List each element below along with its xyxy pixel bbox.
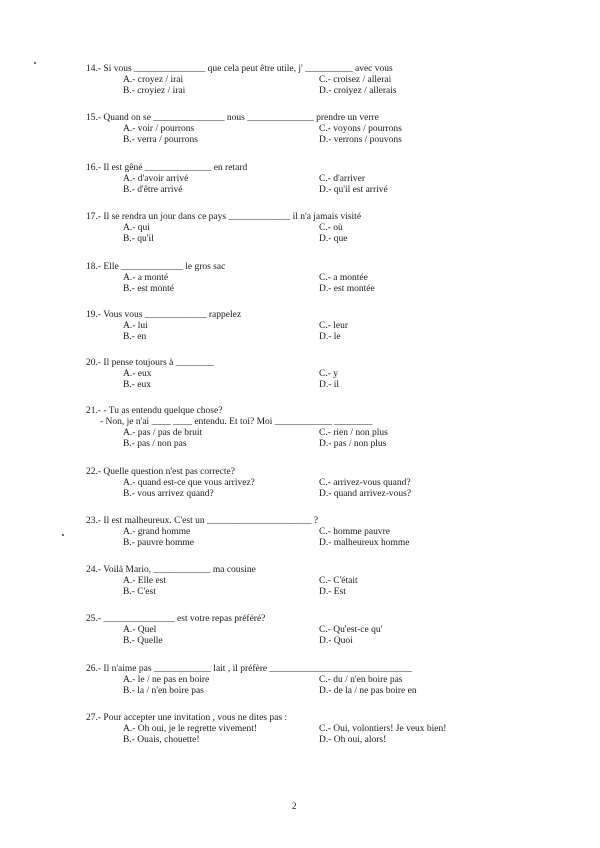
option-c: C.- leur bbox=[319, 321, 349, 331]
option-b: B.- eux bbox=[123, 380, 151, 390]
question-16 bbox=[86, 163, 486, 196]
option-c: C.- C'était bbox=[319, 576, 358, 586]
option-b: B.- qu'il bbox=[123, 234, 154, 244]
option-d: D.- Est bbox=[319, 587, 346, 597]
scan-speck bbox=[62, 534, 64, 536]
option-c: C.- Oui, volontiers! Je veux bien! bbox=[319, 724, 447, 734]
option-a: A.- quand est-ce que vous arrivez? bbox=[123, 478, 255, 488]
option-b: B.- d'être arrivé bbox=[123, 185, 183, 195]
option-d: D.- le bbox=[319, 332, 341, 342]
option-a: A.- Oh oui, je le regrette vivement! bbox=[123, 724, 258, 734]
option-d: D.- pas / non plus bbox=[319, 439, 387, 449]
question-21 bbox=[86, 406, 486, 450]
option-c: C.- y bbox=[319, 369, 338, 379]
option-c: C.- homme pauvre bbox=[319, 527, 390, 537]
option-d: D.- croiyez / allerais bbox=[319, 86, 397, 96]
question-stem: 18.- Elle _____________ le gros sac bbox=[86, 262, 226, 272]
option-a: A.- grand homme bbox=[123, 527, 191, 537]
question-25 bbox=[86, 614, 486, 647]
question-stem: 24.- Voilà Mario, ____________ ma cousine bbox=[86, 565, 256, 575]
option-d: D.- Oh oui, alors! bbox=[319, 735, 387, 745]
option-b: B.- en bbox=[123, 332, 147, 342]
question-27 bbox=[86, 713, 486, 746]
scan-speck bbox=[34, 62, 36, 64]
question-stem: 27.- Pour accepter une invitation , vous ne dites pas : bbox=[86, 713, 288, 723]
question-stem: 19.- Vous vous _____________ rappelez bbox=[86, 310, 242, 320]
question-15 bbox=[86, 113, 486, 146]
option-c: C.- où bbox=[319, 223, 343, 233]
option-a: A.- voir / pourrons bbox=[123, 124, 195, 134]
option-d: D.- malheureux homme bbox=[319, 538, 410, 548]
option-d: D.- Quoi bbox=[319, 636, 353, 646]
question-24 bbox=[86, 565, 486, 598]
question-19 bbox=[86, 310, 486, 343]
question-stem: 26.- Il n'aime pas ____________ lait , il préfère ______________________________ bbox=[86, 664, 412, 674]
option-c: C.- rien / non plus bbox=[319, 428, 388, 438]
option-b: B.- Ouais, chouette! bbox=[123, 735, 200, 745]
option-b: B.- croyiez / irai bbox=[123, 86, 186, 96]
option-a: A.- le / ne pas en boire bbox=[123, 675, 210, 685]
question-20 bbox=[86, 358, 486, 391]
question-17 bbox=[86, 212, 486, 245]
question-stem: 22.- Quelle question n'est pas correcte? bbox=[86, 467, 235, 477]
option-a: A.- a monté bbox=[123, 273, 169, 283]
option-a: A.- qui bbox=[123, 223, 150, 233]
option-a: A.- lui bbox=[123, 321, 148, 331]
option-d: D.- il bbox=[319, 380, 340, 390]
question-stem: 14.- Si vous _______________ que cela peut être utile, j' __________ avec vous bbox=[86, 64, 393, 74]
option-b: B.- C'est bbox=[123, 587, 156, 597]
option-c: C.- Qu'est-ce qu' bbox=[319, 625, 383, 635]
option-a: A.- eux bbox=[123, 369, 152, 379]
option-b: B.- verra / pourrons bbox=[123, 135, 198, 145]
option-b: B.- Quelle bbox=[123, 636, 163, 646]
option-d: D.- de la / ne pas boire en bbox=[319, 686, 417, 696]
option-d: D.- verrons / pouvons bbox=[319, 135, 402, 145]
option-b: B.- est monté bbox=[123, 284, 174, 294]
option-b: B.- vous arrivez quand? bbox=[123, 489, 214, 499]
question-stem: 21.- - Tu as entendu quelque chose? bbox=[86, 406, 223, 416]
option-c: C.- a montée bbox=[319, 273, 368, 283]
option-a: A.- d'avoir arrivé bbox=[123, 174, 189, 184]
option-a: A.- Elle est bbox=[123, 576, 167, 586]
question-26 bbox=[86, 664, 486, 697]
option-d: D.- que bbox=[319, 234, 348, 244]
option-d: D.- quand arrivez-vous? bbox=[319, 489, 412, 499]
option-d: D.- qu'il est arrivé bbox=[319, 185, 388, 195]
question-stem-line-2: - Non, je n'ai ____ ____ entendu. Et toi? Moi ____________ ________ bbox=[100, 417, 373, 427]
question-23 bbox=[86, 516, 486, 549]
option-c: C.- du / n'en boire pas bbox=[319, 675, 403, 685]
question-stem: 16.- Il est gêné ______________ en retard bbox=[86, 163, 248, 173]
option-c: C.- voyons / pourrons bbox=[319, 124, 402, 134]
question-stem: 23.- Il est malheureux. C'est un ______________________ ? bbox=[86, 516, 319, 526]
page-number: 2 bbox=[292, 801, 297, 811]
question-22 bbox=[86, 467, 486, 500]
option-a: A.- Quel bbox=[123, 625, 157, 635]
question-18 bbox=[86, 262, 486, 295]
option-b: B.- la / n'en boire pas bbox=[123, 686, 204, 696]
option-a: A.- pas / pas de bruit bbox=[123, 428, 203, 438]
option-d: D.- est montée bbox=[319, 284, 375, 294]
question-stem: 15.- Quand on se _______________ nous ______________ prendre un verre bbox=[86, 113, 379, 123]
question-14 bbox=[86, 64, 486, 97]
option-b: B.- pauvre homme bbox=[123, 538, 194, 548]
option-a: A.- croyez / irai bbox=[123, 75, 184, 85]
option-b: B.- pas / non pas bbox=[123, 439, 187, 449]
question-stem: 25.- _______________ est votre repas préféré? bbox=[86, 614, 266, 624]
option-c: C.- arrivez-vous quand? bbox=[319, 478, 411, 488]
question-stem: 20.- Il pense toujours à ________ bbox=[86, 358, 214, 368]
option-c: C.- croisez / allerai bbox=[319, 75, 392, 85]
question-stem: 17.- Il se rendra un jour dans ce pays _____________ il n'a jamais visité bbox=[86, 212, 362, 222]
option-c: C.- d'arriver bbox=[319, 174, 366, 184]
